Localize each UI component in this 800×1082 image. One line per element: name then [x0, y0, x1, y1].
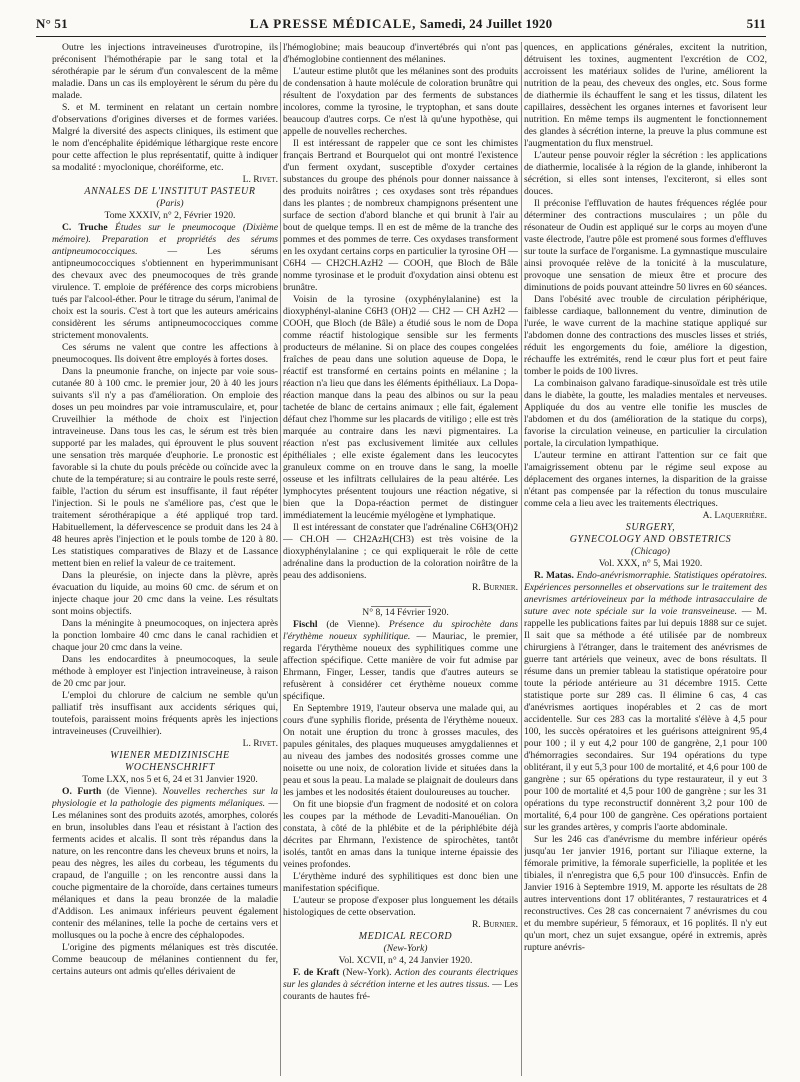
- paragraph: La combinaison galvano faradique-sinusoïdale est très utile dans le diabète, la goutte, les maladies mentales et nerveuses. Appliquée du dos au ventre elle tonifie les muscles de l'abdomen et du dos (amélioration de la statique du corps), favorise la circulation veineuse, en particulier la circulation portale, la circulation lympathique.: [524, 378, 767, 449]
- paragraph: Dans l'obésité avec trouble de circulation périphérique, faiblesse cardiaque, ballonnement du ventre, diminution de l'urée, le wave current de la machine statique appliqué sur l'abdomen donne des contractions des muscles lisses et striés, réduit les engorgements du foie, améliore la digestion, réchauffe les extrémités, rend le cœur plus fort et peut faire tomber le poids de 100 livres.: [524, 294, 767, 377]
- page-number: 511: [746, 16, 766, 31]
- paragraph: L'emploi du chlorure de calcium ne semble qu'un palliatif très insuffisant aux accidents sériques qui, toutefois, paraissent moins fréquents après les injections intraveineuses (Cruveilhier).: [52, 690, 278, 737]
- paragraph: Voisin de la tyrosine (oxyphénylalanine) est la dioxyphényl-alanine C6H3 (OH)2 — CH2 — CH AzH2 — COOH, que Bloch (de Bâle) a étudié sous le nom de Dopa comme réactif histologique sensible sur les ferments producteurs de mélanine. Si on place des coupes congelées fraîches de peau dans une solution aqueuse de Dopa, le réactif est transformé en certains points en mélanine ; la réaction n'a lieu que dans les éléments épithéliaux. La Dopa-réaction manque dans la peau des albinos ou sur la peau tachetée de blanc de certains animaux ; elle fait, également défaut chez l'homme sur les placards de vitiligo ; elle est très marquée au contraire dans les nævi pigmentaires. La réaction n'est pas exclusivement limitée aux cellules épithéliales ; elle existe également dans les leucocytes granuleux comme on en trouve dans le sang, la moelle osseuse et les infiltrats cellulaires de la peau altérée. Les lymphocytes présentent toujours une réaction négative, si bien que la Dopa-réaction permet de distinguer immédiatement la leucémie myélogène et lymphatique.: [283, 294, 518, 521]
- abstract-paragraph: [283, 619, 518, 703]
- section-title: SURGERY,: [625, 522, 676, 533]
- paragraph: Il est intéressant de rappeler que ce sont les chimistes français Bertrand et Bourquelot qui ont montré l'existence d'un ferment oxydant, susceptible d'oxyder certaines substances du groupe des phénols pour donner naissance à des produits noirâtres ; ces oxydases sont très répandues dans les plantes ; de nombreux champignons présentent une surface de section d'abord blanche et qui brunit à l'air au bout de quelque temps. Il en est de même de la tranche des pommes et des pommes de terre. Ces oxydases transforment en les oxydant certains corps en particulier la tyrosine OH — C6H4 — CH2CH.AzH2 — COOH, que Bloch de Bâle nomme tyrosinase et le produit d'oxydation ainsi obtenu est brunâtre.: [283, 138, 518, 293]
- paragraph: Il préconise l'effluvation de hautes fréquences réglée pour déterminer des contractions musculaires ; un pôle du résonateur de Oudin est appliqué sur le corps au moyen d'une vaste électrode, l'autre pôle est promené sous formes d'effluves sur toute la surface de l'organisme. La gymnastique musculaire ainsi provoquée relève de la tonicité à la musculature, provoque une sensation de mieux être et procure des diminutions de poids pouvant atteindre 50 livres en 60 séances.: [524, 198, 767, 293]
- article-title: Nouvelles recherches sur la physiologie et la pathologie des pigments mélaniques.: [52, 786, 278, 809]
- abstract-text: — Les sérums antipneumococciques s'obtiennent en hyperimmunisant des chevaux avec des pneumocoques de très grande virulence. T. emploie de préférence des corps microbiens tués par l'alcool-éther. Pour le titrage du sérum, l'animal de choix est la souris. C'est à tort que les auteurs américains considèrent les sérums antipneumococciques comme strictement monovalents.: [52, 246, 278, 341]
- section-city: (Paris): [156, 198, 184, 209]
- column-right: [524, 42, 767, 1076]
- paragraph: Ces sérums ne valent que contre les affections à pneumocoques. Ils doivent être employés à fortes doses.: [52, 342, 278, 365]
- signature: L. Rivet.: [242, 174, 278, 185]
- author-name: O. Furth: [62, 786, 102, 797]
- issue-number: N° 51: [36, 16, 68, 31]
- signature: R. Burnier.: [471, 582, 518, 593]
- paragraph: L'auteur termine en attirant l'attention sur ce fait que l'amaigrissement obtenu par le régime seul expose au déplacement des organes internes, la disparition de la graisse n'étant pas compensée par la réfection du tonus musculaire comme cela a lieu avec les traitements électriques.: [524, 450, 767, 509]
- signature: L. Rivet.: [242, 738, 278, 749]
- running-header: [36, 14, 766, 37]
- article-title: Études sur le pneumocoque (Dixième mémoire). Preparation et propriétés des sérums antipneumococciques.: [52, 222, 278, 257]
- section-title-line2: WOCHENSCHRIFT: [124, 762, 216, 773]
- article-title: Action des courants électriques sur les glandes à sécrétion interne et les autres tissus.: [283, 967, 518, 990]
- abstract-paragraph: [52, 222, 278, 342]
- paragraph: Dans la pleurésie, on injecte dans la plèvre, après évacuation du liquide, au moins 60 cmc. de sérum et on injecte chaque jour 20 cmc dans la veine. Les résultats sont moins objectifs.: [52, 570, 278, 617]
- paragraph: quences, en applications générales, excitent la nutrition, détruisent les toxines, augmentent l'excrétion de CO2, accroissent les matériaux solides de l'urine, améliorent la nutrition de la peau, des cheveux des ongles, etc. Sous forme de diathermie ils échauffent le sang et les tissus, dilatent les capillaires, dessèchent les organes internes et favorisent leur nutrition. En même temps ils augmentent le fonctionnement des glandes à sécrétion interne, la preuve la plus commune est l'augmentation du flux menstruel.: [524, 42, 767, 149]
- abstract-paragraph: [52, 786, 278, 942]
- paragraph: Outre les injections intraveineuses d'urotropine, ils préconisent l'hémothérapie par le sang total et la sérothérapie par le sérum d'un convalescent de la même maladie. Dans un cas ils employèrent le sérum du père du malade.: [52, 42, 278, 101]
- abstract-paragraph: [524, 570, 767, 834]
- author-name: F. de Kraft: [293, 967, 340, 978]
- signature: R. Burnier.: [471, 919, 518, 930]
- paragraph: L'auteur se propose d'exposer plus longuement les détails histologiques de cette observation.: [283, 895, 518, 918]
- issue-line: N° 8, 14 Février 1920.: [362, 607, 449, 618]
- section-title: MEDICAL RECORD: [358, 931, 453, 942]
- paragraph: L'auteur pense pouvoir régler la sécrétion : les applications de diathermie, localisée à la région de la glande, inhiberont la sécrétion, si elles sont intenses, l'exciteront, si elles sont douces.: [524, 150, 767, 197]
- journal-name: LA PRESSE MÉDICALE,: [249, 16, 417, 31]
- issue-line: Vol. XXX, n° 5, Mai 1920.: [598, 558, 703, 569]
- author-name: C. Truche: [62, 222, 108, 233]
- journal-title-line: [36, 16, 766, 32]
- author-place: (New-York).: [342, 967, 392, 978]
- paragraph: l'hémoglobine; mais beaucoup d'invertébrés qui n'ont pas d'hémoglobine contiennent des mélanines.: [283, 42, 518, 65]
- signature: A. Laquerrière.: [702, 510, 767, 521]
- section-title: ANNALES DE L'INSTITUT PASTEUR: [84, 186, 256, 197]
- author-place: (de Vienne).: [106, 786, 158, 797]
- column-rule: [280, 42, 281, 1076]
- paragraph: Dans la méningite à pneumocoques, on injectera après la ponction lombaire 40 cmc dans le canal rachidien et chaque jour 20 cmc dans la veine.: [52, 618, 278, 653]
- column-rule: [521, 42, 522, 1076]
- paragraph: En Septembre 1919, l'auteur observa une malade qui, au cours d'une syphilis floride, présenta de l'érythème noueux. On notait une éruption du tronc à grosses macules, des papules génitales, des plaques muqueuses amygdaliennes et au niveau des jambes des nodosités grosses comme une noisette ou une noix, de coloration livide et situées dans la peau et sous la peau. La malade se plaignait de douleurs dans les jambes et les nodosités étaient douloureuses au toucher.: [283, 703, 518, 798]
- paragraph: On fit une biopsie d'un fragment de nodosité et on colora les coupes par la méthode de Levaditi-Manouélian. On constata, à côté de la phlébite et de la périphlébite déjà décrites par Ehrmann, l'existence de spirochètes, tantôt isolés, tantôt en amas dans la tunique interne épaissie des veines profondes.: [283, 799, 518, 870]
- article-title: Endo-anévrismorraphie. Statistiques opératoires. Expériences personnelles et observations sur le traitement des anevrismes artérioveineux par la méthode intrasacculaire de suture avec note spéciale sur la voie transveineuse.: [524, 570, 767, 617]
- article-title: Présence du spirochète dans l'érythème noueux syphilitique.: [283, 619, 518, 642]
- section-title: WIENER MEDIZINISCHE: [110, 750, 230, 761]
- paragraph: L'érythème induré des syphilitiques est donc bien une manifestation spécifique.: [283, 871, 518, 894]
- paragraph: Sur les 246 cas d'anévrisme du membre inférieur opérés jusqu'au 1er janvier 1916, portant sur l'iliaque externe, la fémorale primitive, la fémorale superficielle, la poplitée et les tibiales, il n'enregistra que 6,5 pour 100 d'insuccès. Enfin de Janvier 1916 à Septembre 1919, M. apporte les résultats de 28 autres interventions dont 17 oblitérantes, 7 restauratrices et 4 reconstructives. Ces 28 cas concernaient 7 anévrismes du cou et du membre supérieur, 5 fémoraux, et 16 poplités. Il n'y eut qu'un mort, chez un sujet exsangue, opéré in extremis, après rupture anévris-: [524, 834, 767, 953]
- paragraph: S. et M. terminent en relatant un certain nombre d'observations d'origines diverses et de formes variées. Malgré la diversité des aspects cliniques, ils estiment que le nom d'encéphalite épidémique léthargique reste encore pour cette affection le plus représentatif, quitte à indiquer sa modalité : myoclonique, choréiforme, etc.: [52, 102, 278, 173]
- paragraph: L'origine des pigments mélaniques est très discutée. Comme beaucoup de mélanines contiennent du fer, certains auteurs ont admis qu'elles dérivaient de: [52, 942, 278, 977]
- author-name: R. Matas.: [534, 570, 574, 581]
- author-place: (de Vienne).: [326, 619, 381, 630]
- column-left: [52, 42, 278, 1076]
- issue-line: Vol. XCVII, n° 4, 24 Janvier 1920.: [338, 955, 473, 966]
- section-city: (New-York): [383, 943, 428, 954]
- abstract-text: — Mauriac, le premier, regarda l'érythème noueux des syphilitiques comme une affection spécifique. Cette manière de voir fut admise par Ehrmann, Finger, Lesser, tandis que d'autres auteurs se refusèrent à considérer cet érythème noueux comme spécifique.: [283, 631, 518, 702]
- section-title-line2: GYNECOLOGY AND OBSTETRICS: [569, 534, 732, 545]
- abstract-paragraph: [283, 967, 518, 1003]
- issue-line: Tome LXX, nos 5 et 6, 24 et 31 Janvier 1920.: [82, 774, 258, 785]
- issue-date: Samedi, 24 Juillet 1920: [419, 16, 553, 31]
- author-name: Fischl: [293, 619, 318, 630]
- abstract-text: — Les mélanines sont des produits azotés, amorphes, colorés en brun, insolubles dans l'eau et résistant à l'action des ferments acides et alcalis. Il sont très répandus dans la nature, on les rencontre dans les cheveux bruns et noirs, la peau des nègres, les ailes du corbeau, les téguments du crapaud, de l'anguille ; on les rencontre aussi dans la couche pigmentaire de la choroïde, dans certaines tumeurs mélaniques et dans la peau bronzée de la maladie d'Addison. Les animaux inférieurs peuvent également contenir des mélanines, telle la poche de certains vers et mollusques ou la poche à encre des céphalopodes.: [52, 798, 278, 941]
- issue-line: Tome XXXIV, n° 2, Février 1920.: [104, 210, 236, 221]
- paragraph: Dans les endocardites à pneumocoques, la seule méthode à employer est l'injection intraveineuse, à raison de 20 cmc par jour.: [52, 654, 278, 689]
- abstract-text: — M. rappelle les publications faites par lui depuis 1888 sur ce sujet. Il sait que sa méthode a été utilisée par de nombreux chirurgiens à l'étranger, dans le traitement des anévrismes de guerre tant artériels que veineux, avec de bons résultats. Il résume dans un premier tableau la statistique opératoire pour toute la période antérieure au 31 décembre 1915. Cette statistique porte sur 289 cas. Il élimine 6 cas, 4 cas d'anévrismes aortiques inopérables et 2 cas de mort accidentelle. Sur ces 283 cas la mortalité s'élève à 4,5 pour 100, les succès opératoires et les guérisons atteignirent 95,4 pour 100 ; il y eut 4,2 pour 100 de gangrène, 2,1 pour 100 d'hémorragies secondaires. Sur 194 opérations du type oblitérant, il y eut 5,3 pour 100 de mortalité, et 4,6 pour 100 de gangrène ; sur 65 opérations du type restaurateur, il y eut 3 pour 100 de mortalité et 4,5 pour 100 de gangrène ; sur les 31 opérations du type reconstructif donnèrent 3,2 pour 100 de mortalité, 6,4 pour 100 de gangrène. Ces opérations portaient sur les grandes artères, y compris l'aorte abdominale.: [524, 606, 767, 833]
- abstract-text: — Les courants de hautes fré-: [283, 979, 518, 1002]
- paragraph: Il est intéressant de constater que l'adrénaline C6H3(OH)2 — CH.OH — CH2AzH(CH3) est très voisine de la dioxyphénylalanine ; ce qui expliquerait le rôle de cette adrénaline dans la production de la coloration noirâtre de la peau des addisoniens.: [283, 522, 518, 581]
- column-middle: [283, 42, 518, 1076]
- section-city: (Chicago): [631, 546, 670, 557]
- paragraph: L'auteur estime plutôt que les mélanines sont des produits de condensation à haute molécule de coloration brunâtre qui résultent de l'oxydation par des ferments de substances incolores, comme la tyrosine, le tryptophan, et sans doute beaucoup d'autres corps. Ce n'est là qu'une hypothèse, qui appelle de nouvelles recherches.: [283, 66, 518, 137]
- paragraph: Dans la pneumonie franche, on injecte par voie sous-cutanée 80 à 100 cmc. le premier jour, 20 à 40 les jours suivants s'il n'y a pas d'amélioration. On emploie des doses un peu moindres par voie intramusculaire, et, pour Cruveilhier la méthode de choix est l'injection intraveineuse. Dans tous les cas, le sérum est très bien supporté par les malades, qui éprouvent le plus souvent une sensation très marquée d'euphorie. Le pronostic est favorable si la chute du pouls précède ou coïncide avec la chute de la température; si au contraire le pouls reste serré, faible, l'action du sérum est insuffisante, il faut répéter l'injection. Si le pouls ne s'améliore pas, c'est que le traitement sérothérapique a été appliqué trop tard. Habituellement, la défervescence se produit dans les 24 à 48 heures après l'injection et le pouls tombe de 120 à 80. Les statistiques comparatives de Blazy et de Lassance mettent bien en relief la valeur de ce traitement.: [52, 366, 278, 569]
